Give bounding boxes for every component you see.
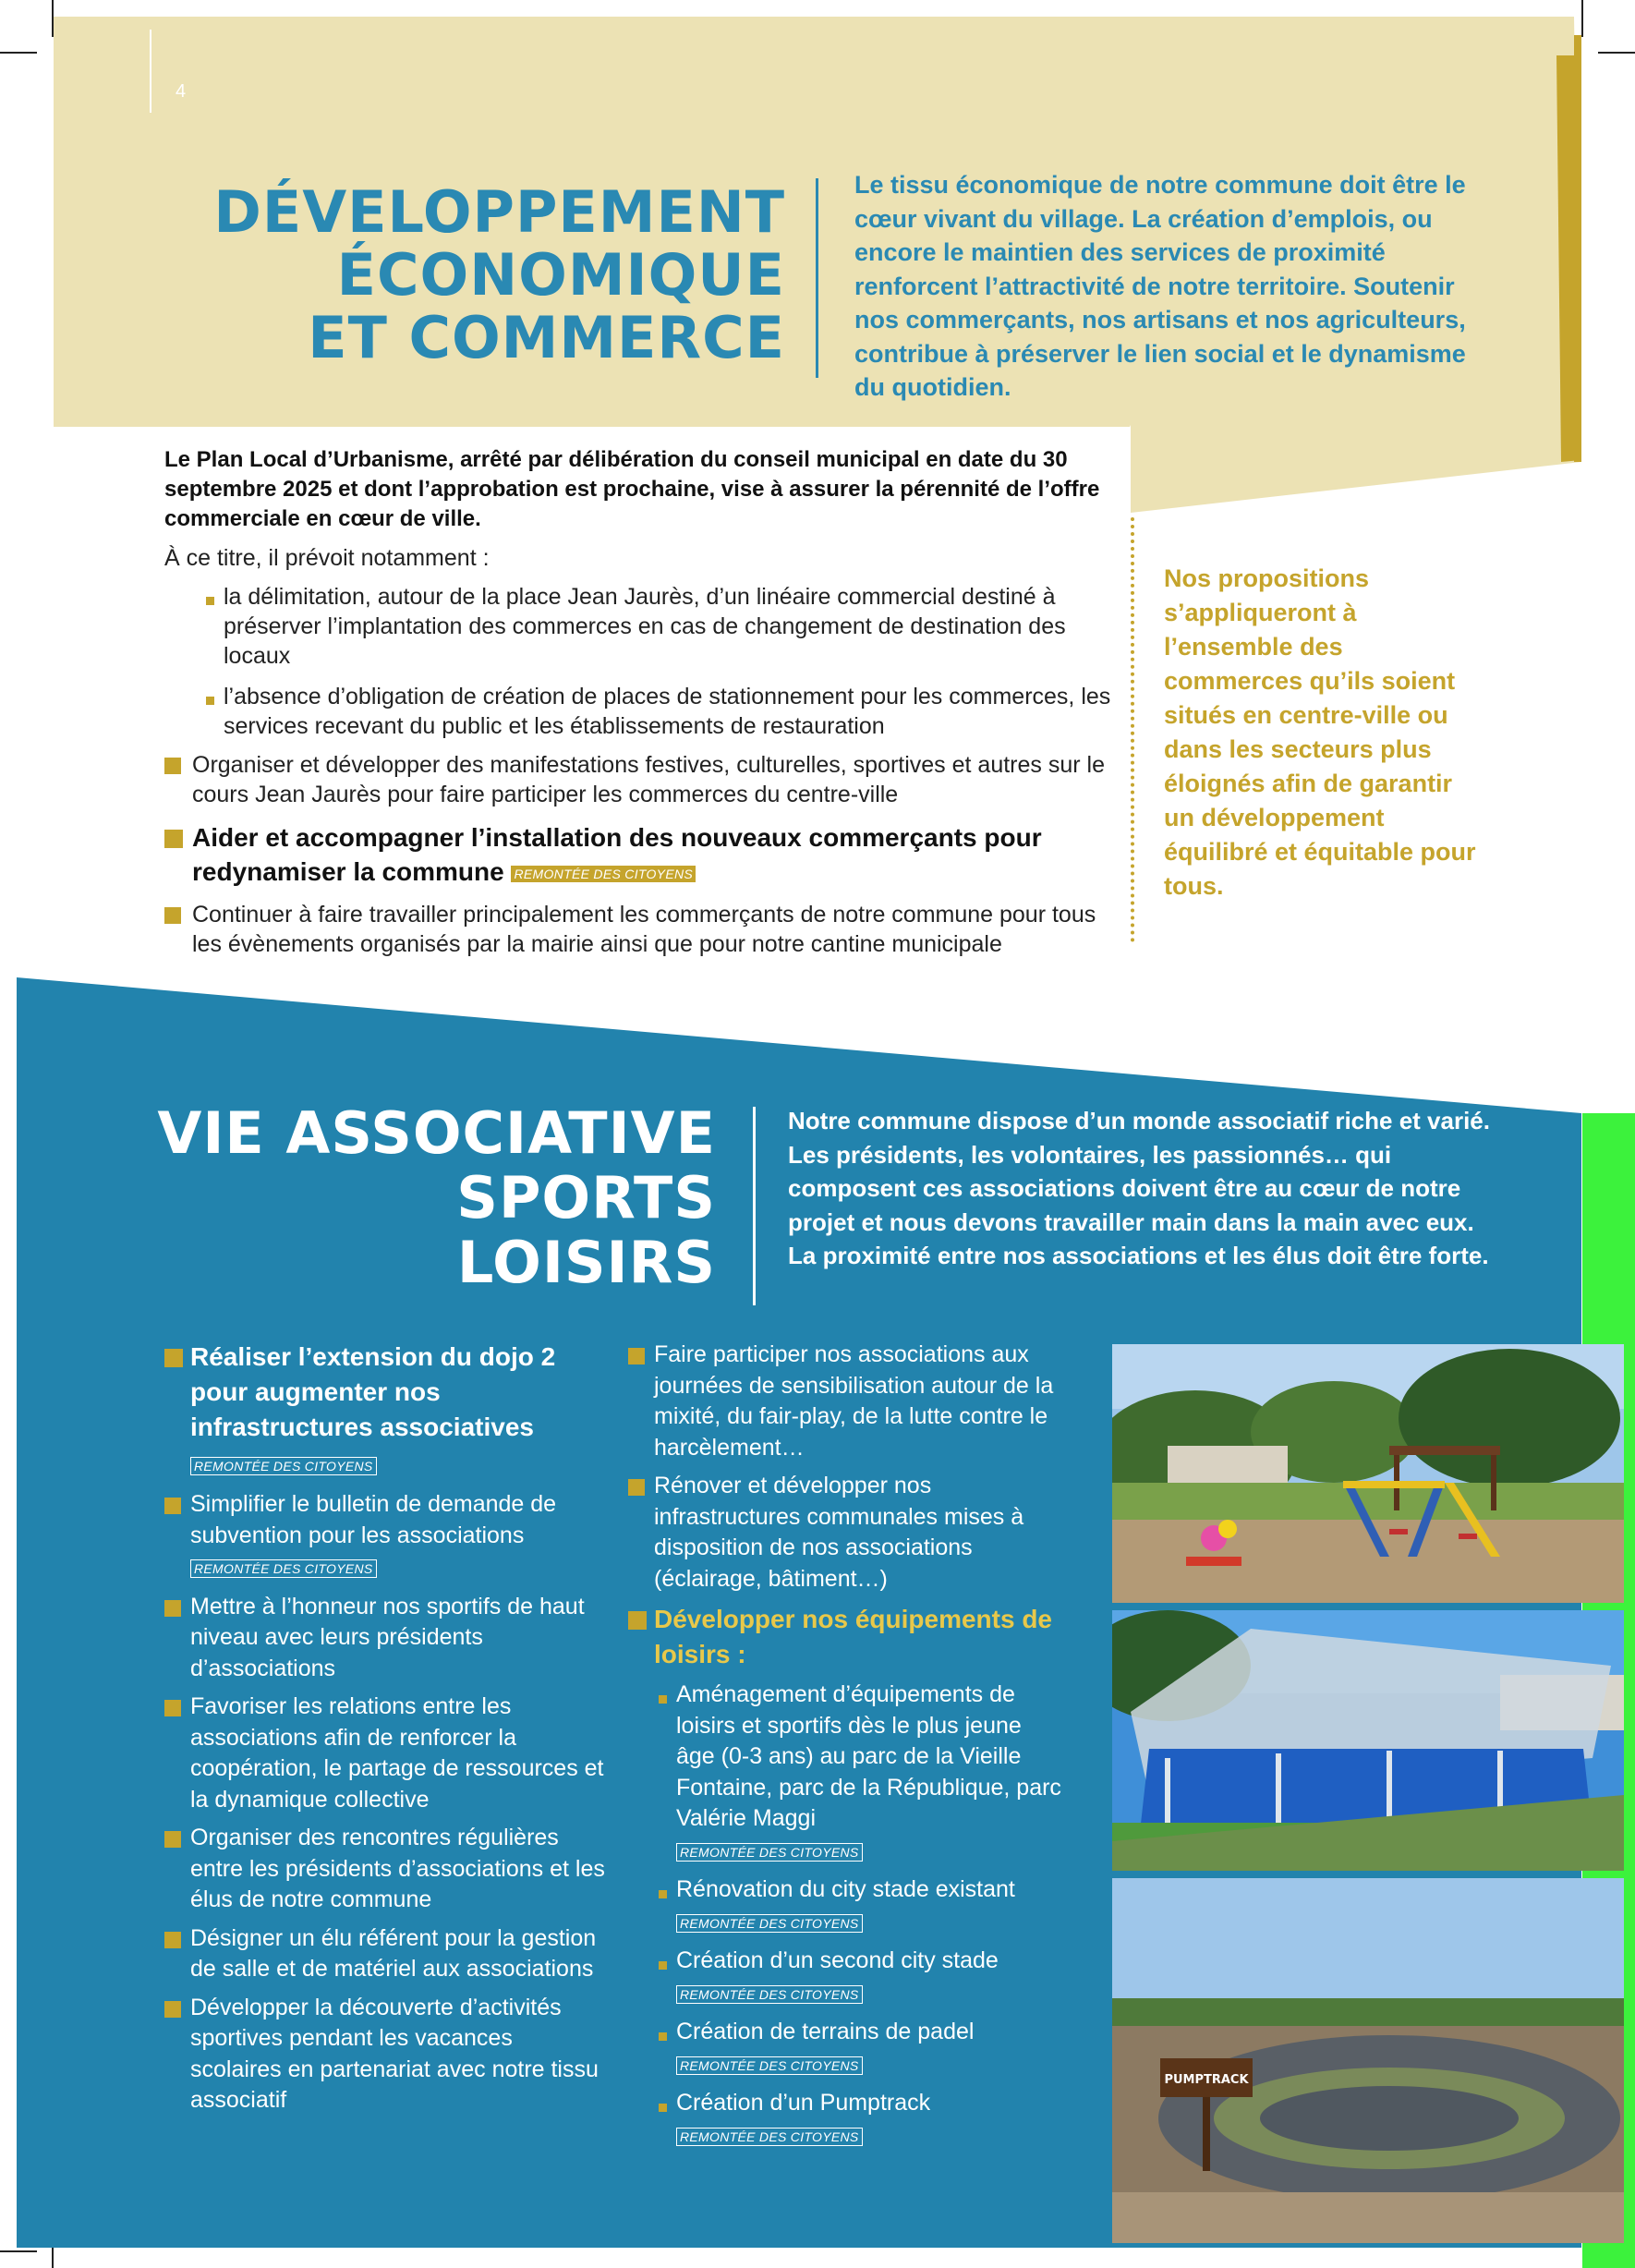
list-item: Création de terrains de padel REMONTÉE DES CITOYENS [656,2017,1062,2080]
plu-sub-list [201,582,1116,752]
page-number: 4 [176,81,187,102]
pumptrack-photo [1112,1878,1624,2243]
citizen-feedback-badge: REMONTÉE DES CITOYENS [676,1843,863,1862]
citizen-feedback-badge: REMONTÉE DES CITOYENS [511,866,696,882]
list-item: Rénover et développer nos infrastructures communales mises à disposition de nos associations (éclairage, bâtiment…) [628,1471,1062,1595]
plu-intro: Le Plan Local d’Urbanisme, arrêté par délibération du conseil municipal en date du 30 septembre 2025 et dont l’approbation est prochaine, vise à assurer la pérennité de l’offre commerciale en cœur de ville. [164,447,1100,531]
list-item: Création d’un Pumptrack REMONTÉE DES CITOYENS [656,2088,1062,2152]
list-item: la délimitation, autour de la place Jean Jaurès, d’un linéaire commercial destiné à préserver l’implantation des commerces en cas de changement de destination des locaux [201,582,1116,671]
bullet-icon [628,1611,647,1630]
citizen-feedback-badge: REMONTÉE DES CITOYENS [190,1457,377,1475]
economic-section-title [139,178,785,371]
associative-list-col1 [164,1340,608,2124]
economic-proposals [164,750,1116,970]
bullet-icon [659,2104,667,2112]
associative-section-title [139,1101,716,1295]
title-line: SPORTS [456,1164,716,1231]
list-item: Organiser et développer des manifestations festives, culturelles, sportives et autres sur le cours Jean Jaurès pour faire participer les commerces du centre-ville [164,750,1116,809]
title-divider [753,1107,756,1305]
list-item: Favoriser les relations entre les associations afin de renforcer la coopération, le partage de ressources et la dynamique collective [164,1692,608,1815]
bullet-icon [659,1890,667,1898]
bullet-icon [164,1831,181,1848]
bullet-icon [164,1700,181,1716]
citizen-feedback-badge: REMONTÉE DES CITOYENS [676,1985,863,2004]
bullet-icon [628,1348,645,1364]
citizen-feedback-badge: REMONTÉE DES CITOYENS [676,2056,863,2075]
leisure-heading: Développer nos équipements de loisirs : [628,1602,1062,1672]
list-item: l’absence d’obligation de création de places de stationnement pour les commerces, les services recevant du public et les établissements de restauration [201,682,1116,741]
citizen-feedback-badge: REMONTÉE DES CITOYENS [190,1559,377,1578]
dotted-divider [1131,517,1134,942]
list-item: Réaliser l’extension du dojo 2 pour augmenter nos infrastructures associatives REMONTÉE DES CITOYENS [164,1340,608,1482]
list-item: Aider et accompagner l’installation des nouveaux commerçants pour redynamiser la commune REMONTÉE DES CITOYENS [164,820,1116,889]
side-note: Nos propositions s’appliqueront à l’ensemble des commerces qu’ils soient situés en centre-ville ou dans les secteurs plus éloignés afin de garantir un développement équilibré et équitable pour tous. [1164,564,1476,900]
list-item: Simplifier le bulletin de demande de subvention pour les associations REMONTÉE DES CITOYENS [164,1489,608,1584]
pumptrack-sign: PUMPTRACK [1164,2073,1249,2087]
page-number-rule [150,30,151,113]
list-item: Continuer à faire travailler principalement les commerçants de notre commune pour tous les évènements organisés par la mairie ainsi que pour notre cantine municipale [164,900,1116,959]
associative-list-col2 [628,1340,1062,2159]
padel-courts-photo [1112,1610,1624,1871]
list-item: Organiser des rencontres régulières entre les présidents d’associations et les élus de notre commune [164,1823,608,1916]
bullet-icon [164,1600,181,1617]
bullet-icon [164,2001,181,2018]
citizen-feedback-badge: REMONTÉE DES CITOYENS [676,1914,863,1933]
bullet-icon [659,1695,667,1704]
bullet-icon [164,907,181,924]
list-item: Mettre à l’honneur nos sportifs de haut niveau avec leurs présidents d’associations [164,1592,608,1685]
title-line: LOISIRS [456,1229,716,1296]
bullet-icon [164,758,181,774]
list-item: Développer la découverte d’activités sportives pendant les vacances scolaires en partenariat avec notre tissu associatif [164,1993,608,2116]
list-item: Faire participer nos associations aux journées de sensibilisation autour de la mixité, du fair-play, de la lutte contre le harcèlement… [628,1340,1062,1463]
bullet-icon [659,1961,667,1970]
list-item: Rénovation du city stade existant REMONTÉE DES CITOYENS [656,1874,1062,1938]
title-divider [816,178,818,378]
bullet-icon [206,597,214,605]
bullet-icon [206,697,214,705]
bullet-icon [659,2032,667,2041]
economic-intro: Le tissu économique de notre commune doit être le cœur vivant du village. La création d’emplois, ou encore le maintien des services de proximité renforcent l’attractivité de notre territoire. Soutenir nos commerçants, nos artisans et nos agriculteurs, contribue à préserver le lien social et le dynamisme du quotidien. [854,171,1466,401]
plu-lead: À ce titre, il prévoit notamment : [164,545,490,571]
playground-photo [1112,1344,1624,1603]
bullet-icon [628,1479,645,1496]
bullet-icon [164,1498,181,1514]
leisure-sub-list [656,1680,1062,2152]
bullet-icon [164,1932,181,1948]
title-line: VIE ASSOCIATIVE [157,1099,716,1167]
title-line: DÉVELOPPEMENT [213,178,785,246]
list-item: Désigner un élu référent pour la gestion de salle et de matériel aux associations [164,1923,608,1985]
citizen-feedback-badge: REMONTÉE DES CITOYENS [676,2128,863,2146]
associative-intro: Notre commune dispose d’un monde associatif riche et varié. Les présidents, les volontaires, les passionnés… qui composent ces associations doivent être au cœur de notre projet et nous devons travailler main dans la main avec eux. La proximité entre nos associations et les élus doit être forte. [788,1107,1490,1269]
title-line: ET COMMERCE [308,304,785,371]
list-item: Création d’un second city stade REMONTÉE DES CITOYENS [656,1946,1062,2009]
bullet-icon [164,830,183,848]
title-line: ÉCONOMIQUE [336,241,785,309]
bullet-icon [164,1349,183,1367]
list-item: Aménagement d’équipements de loisirs et sportifs dès le plus jeune âge (0-3 ans) au parc de la Vieille Fontaine, parc de la République, parc Valérie Maggi REMONTÉE DES CITOYENS [656,1680,1062,1867]
